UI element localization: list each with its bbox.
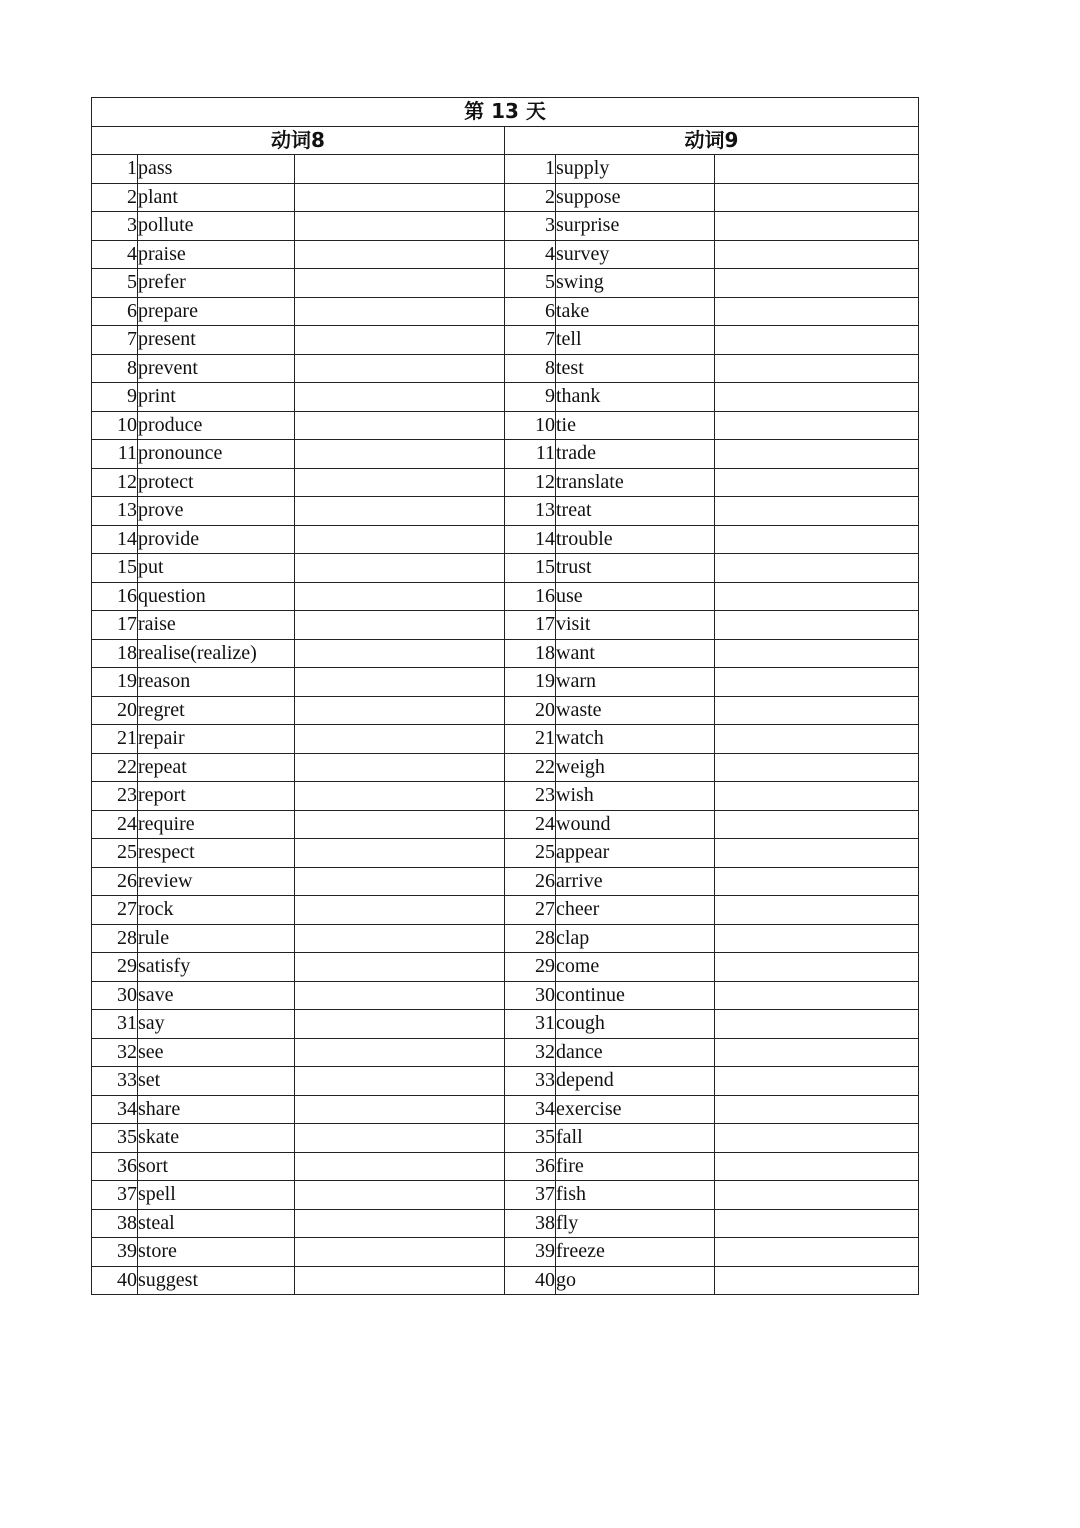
right-word: weigh [556,753,715,782]
left-row-number: 27 [92,896,138,925]
right-row-number: 24 [505,810,556,839]
right-word: visit [556,611,715,640]
left-word: respect [138,839,295,868]
left-row-number: 32 [92,1038,138,1067]
right-answer-cell [715,810,919,839]
right-row-number: 12 [505,468,556,497]
table-row [92,924,919,953]
right-word: take [556,297,715,326]
title-row [92,98,919,127]
right-row-number: 29 [505,953,556,982]
right-answer-cell [715,611,919,640]
left-answer-cell [295,240,505,269]
left-row-number: 11 [92,440,138,469]
table-row [92,639,919,668]
right-word: go [556,1266,715,1295]
left-word: regret [138,696,295,725]
right-word: continue [556,981,715,1010]
table-row [92,1038,919,1067]
right-word: trust [556,554,715,583]
right-column-header: 动词9 [505,126,919,155]
table-row [92,782,919,811]
vocabulary-table [91,97,919,1295]
left-word: set [138,1067,295,1096]
right-answer-cell [715,582,919,611]
left-answer-cell [295,1266,505,1295]
table-row [92,1238,919,1267]
left-answer-cell [295,1181,505,1210]
left-answer-cell [295,183,505,212]
right-row-number: 23 [505,782,556,811]
right-answer-cell [715,753,919,782]
right-row-number: 32 [505,1038,556,1067]
left-answer-cell [295,639,505,668]
left-answer-cell [295,1095,505,1124]
right-word: survey [556,240,715,269]
table-row [92,1152,919,1181]
right-answer-cell [715,1010,919,1039]
left-row-number: 17 [92,611,138,640]
right-answer-cell [715,981,919,1010]
right-row-number: 10 [505,411,556,440]
right-row-number: 8 [505,354,556,383]
right-word: arrive [556,867,715,896]
right-row-number: 5 [505,269,556,298]
right-word: swing [556,269,715,298]
left-word: prevent [138,354,295,383]
left-answer-cell [295,582,505,611]
left-word: save [138,981,295,1010]
right-row-number: 19 [505,668,556,697]
left-word: prove [138,497,295,526]
right-answer-cell [715,326,919,355]
right-word: thank [556,383,715,412]
right-word: dance [556,1038,715,1067]
left-column-header: 动词8 [92,126,505,155]
left-row-number: 35 [92,1124,138,1153]
right-answer-cell [715,183,919,212]
left-row-number: 7 [92,326,138,355]
left-word: pronounce [138,440,295,469]
right-word: cough [556,1010,715,1039]
table-row [92,582,919,611]
left-row-number: 34 [92,1095,138,1124]
table-row [92,554,919,583]
table-row [92,753,919,782]
left-answer-cell [295,411,505,440]
right-word: fire [556,1152,715,1181]
table-row [92,867,919,896]
right-row-number: 38 [505,1209,556,1238]
left-word: rule [138,924,295,953]
left-row-number: 5 [92,269,138,298]
page-title: 第 13 天 [92,98,919,127]
table-row [92,497,919,526]
left-word: protect [138,468,295,497]
right-row-number: 25 [505,839,556,868]
left-word: provide [138,525,295,554]
right-row-number: 3 [505,212,556,241]
left-row-number: 8 [92,354,138,383]
right-word: treat [556,497,715,526]
left-word: prepare [138,297,295,326]
right-row-number: 14 [505,525,556,554]
left-row-number: 31 [92,1010,138,1039]
left-row-number: 26 [92,867,138,896]
table-row [92,1124,919,1153]
left-answer-cell [295,525,505,554]
right-answer-cell [715,1152,919,1181]
left-answer-cell [295,981,505,1010]
left-word: praise [138,240,295,269]
right-word: cheer [556,896,715,925]
right-answer-cell [715,525,919,554]
right-row-number: 34 [505,1095,556,1124]
left-answer-cell [295,212,505,241]
left-answer-cell [295,896,505,925]
table-row [92,183,919,212]
left-answer-cell [295,497,505,526]
table-row [92,668,919,697]
table-row [92,1209,919,1238]
right-answer-cell [715,468,919,497]
left-word: say [138,1010,295,1039]
right-word: exercise [556,1095,715,1124]
right-answer-cell [715,1209,919,1238]
right-answer-cell [715,668,919,697]
left-word: share [138,1095,295,1124]
right-row-number: 36 [505,1152,556,1181]
right-word: tie [556,411,715,440]
left-answer-cell [295,326,505,355]
table-row [92,1010,919,1039]
left-answer-cell [295,354,505,383]
left-answer-cell [295,810,505,839]
left-row-number: 23 [92,782,138,811]
left-word: pollute [138,212,295,241]
left-word: steal [138,1209,295,1238]
left-answer-cell [295,1209,505,1238]
right-word: surprise [556,212,715,241]
right-answer-cell [715,782,919,811]
left-row-number: 36 [92,1152,138,1181]
left-word: require [138,810,295,839]
right-answer-cell [715,1067,919,1096]
left-word: raise [138,611,295,640]
right-row-number: 11 [505,440,556,469]
right-answer-cell [715,554,919,583]
left-row-number: 10 [92,411,138,440]
table-row [92,696,919,725]
left-answer-cell [295,753,505,782]
left-row-number: 29 [92,953,138,982]
right-row-number: 31 [505,1010,556,1039]
table-row [92,326,919,355]
right-answer-cell [715,155,919,184]
right-answer-cell [715,297,919,326]
left-answer-cell [295,611,505,640]
left-row-number: 15 [92,554,138,583]
right-answer-cell [715,696,919,725]
left-row-number: 40 [92,1266,138,1295]
left-word: report [138,782,295,811]
right-row-number: 1 [505,155,556,184]
table-row [92,810,919,839]
right-word: translate [556,468,715,497]
right-answer-cell [715,383,919,412]
right-answer-cell [715,497,919,526]
left-answer-cell [295,1067,505,1096]
right-row-number: 6 [505,297,556,326]
left-row-number: 4 [92,240,138,269]
left-answer-cell [295,867,505,896]
right-row-number: 22 [505,753,556,782]
left-answer-cell [295,440,505,469]
left-word: produce [138,411,295,440]
left-word: sort [138,1152,295,1181]
table-row [92,896,919,925]
right-word: supply [556,155,715,184]
right-row-number: 35 [505,1124,556,1153]
left-row-number: 6 [92,297,138,326]
right-answer-cell [715,839,919,868]
right-word: wound [556,810,715,839]
right-word: trade [556,440,715,469]
right-word: use [556,582,715,611]
right-answer-cell [715,354,919,383]
right-answer-cell [715,1124,919,1153]
right-word: trouble [556,525,715,554]
right-answer-cell [715,896,919,925]
right-answer-cell [715,1095,919,1124]
left-word: suggest [138,1266,295,1295]
right-word: wish [556,782,715,811]
right-row-number: 40 [505,1266,556,1295]
table-row [92,525,919,554]
right-word: waste [556,696,715,725]
left-word: present [138,326,295,355]
left-row-number: 2 [92,183,138,212]
table-row [92,839,919,868]
table-row [92,354,919,383]
left-word: print [138,383,295,412]
right-word: depend [556,1067,715,1096]
left-answer-cell [295,953,505,982]
left-answer-cell [295,696,505,725]
right-word: want [556,639,715,668]
right-row-number: 39 [505,1238,556,1267]
table-body [92,98,919,1295]
left-answer-cell [295,1038,505,1067]
right-word: watch [556,725,715,754]
right-row-number: 15 [505,554,556,583]
right-row-number: 33 [505,1067,556,1096]
table-row [92,468,919,497]
left-answer-cell [295,1124,505,1153]
right-answer-cell [715,867,919,896]
right-row-number: 7 [505,326,556,355]
right-answer-cell [715,269,919,298]
right-word: warn [556,668,715,697]
left-word: see [138,1038,295,1067]
left-answer-cell [295,668,505,697]
right-word: freeze [556,1238,715,1267]
right-row-number: 18 [505,639,556,668]
left-answer-cell [295,468,505,497]
right-answer-cell [715,953,919,982]
left-word: rock [138,896,295,925]
left-word: pass [138,155,295,184]
left-row-number: 39 [92,1238,138,1267]
table-row [92,297,919,326]
table-row [92,212,919,241]
left-row-number: 14 [92,525,138,554]
left-word: review [138,867,295,896]
table-row [92,1067,919,1096]
left-word: repair [138,725,295,754]
table-row [92,155,919,184]
left-row-number: 1 [92,155,138,184]
table-row [92,1266,919,1295]
left-row-number: 30 [92,981,138,1010]
right-row-number: 17 [505,611,556,640]
right-answer-cell [715,212,919,241]
left-word: reason [138,668,295,697]
right-word: come [556,953,715,982]
left-word: store [138,1238,295,1267]
right-row-number: 26 [505,867,556,896]
left-answer-cell [295,924,505,953]
right-row-number: 9 [505,383,556,412]
left-row-number: 21 [92,725,138,754]
right-answer-cell [715,924,919,953]
left-row-number: 25 [92,839,138,868]
right-word: clap [556,924,715,953]
right-word: fall [556,1124,715,1153]
left-word: spell [138,1181,295,1210]
left-row-number: 37 [92,1181,138,1210]
right-answer-cell [715,1181,919,1210]
left-answer-cell [295,155,505,184]
right-row-number: 37 [505,1181,556,1210]
left-row-number: 16 [92,582,138,611]
left-row-number: 28 [92,924,138,953]
table-row [92,440,919,469]
left-word: plant [138,183,295,212]
right-row-number: 28 [505,924,556,953]
right-row-number: 13 [505,497,556,526]
left-answer-cell [295,725,505,754]
left-row-number: 38 [92,1209,138,1238]
table-row [92,725,919,754]
right-word: appear [556,839,715,868]
right-row-number: 30 [505,981,556,1010]
right-answer-cell [715,1038,919,1067]
right-row-number: 21 [505,725,556,754]
right-answer-cell [715,1266,919,1295]
left-answer-cell [295,1238,505,1267]
right-answer-cell [715,725,919,754]
left-answer-cell [295,1010,505,1039]
right-answer-cell [715,240,919,269]
right-answer-cell [715,440,919,469]
left-row-number: 22 [92,753,138,782]
left-word: skate [138,1124,295,1153]
table-row [92,953,919,982]
left-word: prefer [138,269,295,298]
left-answer-cell [295,297,505,326]
left-word: question [138,582,295,611]
right-word: tell [556,326,715,355]
right-answer-cell [715,411,919,440]
left-row-number: 13 [92,497,138,526]
table-row [92,383,919,412]
left-word: repeat [138,753,295,782]
right-row-number: 4 [505,240,556,269]
left-row-number: 24 [92,810,138,839]
table-row [92,411,919,440]
table-row [92,981,919,1010]
left-row-number: 9 [92,383,138,412]
left-row-number: 19 [92,668,138,697]
right-row-number: 27 [505,896,556,925]
left-word: realise(realize) [138,639,295,668]
left-answer-cell [295,839,505,868]
table-row [92,269,919,298]
right-row-number: 20 [505,696,556,725]
left-row-number: 18 [92,639,138,668]
left-row-number: 12 [92,468,138,497]
left-answer-cell [295,1152,505,1181]
left-row-number: 33 [92,1067,138,1096]
left-word: satisfy [138,953,295,982]
header-row [92,126,919,155]
right-word: suppose [556,183,715,212]
left-word: put [138,554,295,583]
right-row-number: 2 [505,183,556,212]
table-row [92,240,919,269]
right-answer-cell [715,1238,919,1267]
right-word: fly [556,1209,715,1238]
left-answer-cell [295,782,505,811]
left-row-number: 3 [92,212,138,241]
right-answer-cell [715,639,919,668]
right-word: test [556,354,715,383]
right-row-number: 16 [505,582,556,611]
table-row [92,611,919,640]
left-answer-cell [295,554,505,583]
left-answer-cell [295,383,505,412]
left-answer-cell [295,269,505,298]
table-row [92,1181,919,1210]
right-word: fish [556,1181,715,1210]
left-row-number: 20 [92,696,138,725]
table-row [92,1095,919,1124]
